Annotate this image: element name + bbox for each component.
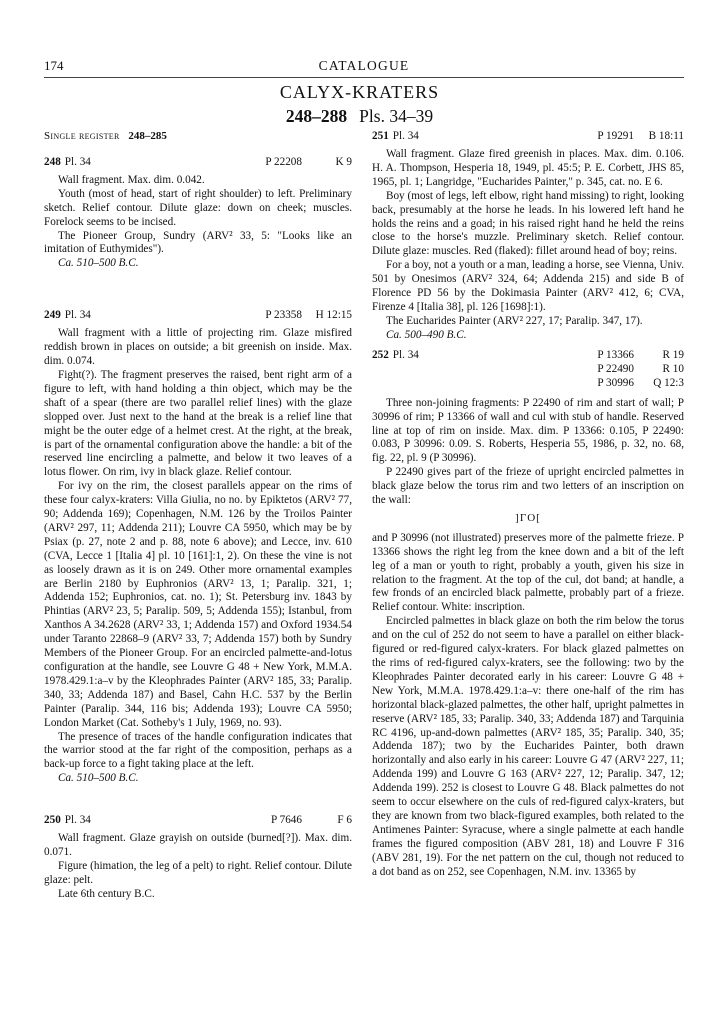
entry-252-inventory-list (372, 349, 684, 391)
header-rule (44, 77, 684, 78)
entry-252-frieze: P 22490 gives part of the frieze of upright encircled palmettes in black glaze below the torus rim and two letters of an inscription on the wall: (372, 466, 684, 507)
entry-251-description: Boy (most of legs, left elbow, right hand missing) to right, looking back, presumably at the horse he leads. In his lowered left hand he holds the reins and a goad; in his raised right hand he held the reins close to the horse's muzzle. Preliminary sketch. Relief contour. Dilute glaze: muscles. Red (flaked): fillet around head of boy; reins. (372, 189, 684, 258)
entry-250-heading: 250 Pl. 34 P 7646 F 6 (44, 814, 352, 827)
page-header (44, 58, 684, 76)
section-title: CALYX-KRATERS (279, 82, 440, 102)
inventory-number: P 7646 (271, 814, 302, 827)
entry-249-parallels: For ivy on the rim, the closest parallels appear on the rims of these four calyx-kraters: Villa Giulia, no no. by Epiktetos (ARV² 77, 90; Addenda 169); Copenhagen, N.M. 126 by the Troilos Painter (ARV² 297, 11; Addenda 211); Louvre CA 5950, which may be by Psiax (p. 27, note 2 and p. 88, note 6 above); and Lecce, inv. 610 (CVA, Lecce 1 [Italia 4] pl. 10 [161]:1, 2). On these the vine is not as loosely drawn as it is on 249. Other more ornamental examples are Berlin 2180 by Euphronios (ARV² 13, 1; Paralip. 321, 1; Addenda 152; Euphronios, cat. no. 1); St. Petersburg inv. 1843 by Phintias (ARV² 23, 5; Paralip. 509, 5; Addenda 155); Istanbul, from Xanthos A 34.2628 (ARV² 33, 1; Addenda 157) and Oxford 1934.54 under Taranto 22868–9 (ARV² 33, 7; Addenda 157) both by Sundry Members of the Pioneer Group. For an encircled palmette-and-lotus configuration at the handle, see Louvre G 48 + New York, M.M.A. 1978.429.1:a–v by the Kleophrades Painter (ARV² 185, 33; Paralip. 340, 33; Addenda 187) and Basel, Cahn H.C. 537 by the Berlin Painter (Paralip. 344, 116 bis; Addenda 193); Louvre CA 5950; London Market (Cat. Sotheby's 1 July, 1969, no. 93). (44, 480, 352, 729)
entry-252-description: and P 30996 (not illustrated) preserves more of the palmette frieze. P 13366 shows the right leg from the knee down and a bit of the left leg of a man or youth to right, probably a youth, given his size in relation to the fragment. At the top of the cul, dot band; at handle, a few fronds of an encircled black palmette, probably part of a frieze. Relief contour. White: inscription. (372, 531, 684, 614)
entry-251-dimensions: Wall fragment. Glaze fired greenish in places. Max. dim. 0.106. H. A. Thompson, Hesperia 18, 1949, pl. 45:5; P. E. Corbett, JHS 85, 1965, pl. 1; Langridge, "Eucharides Painter," p. 345, cat. no. E 6. (372, 148, 684, 188)
grid-location: K 9 (335, 155, 352, 168)
inventory-row: P 13366 R 19 (597, 348, 684, 361)
entry-250-dimensions: Wall fragment. Glaze grayish on outside (burned[?]). Max. dim. 0.071. (44, 832, 352, 859)
section-range: 248–288 (285, 106, 348, 126)
entry-252-parallels: Encircled palmettes in black glaze on both the rim below the torus and on the cul of 252 do not seem to have a parallel on either black-figured or red-figured calyx-kraters. For black glazed palmettes on the rims of red-figured calyx-kraters, see the following: two by the Kleophrades Painter decorated early in his career: Louvre G 48 + New York, M.M.A. 1978.429.1:a–v: there one-half of the rim has horizontal black-glazed palmettes, the other half, upright palmettes in reserve (ARV² 185, 33; Paralip. 340, 33; Addenda 187) and Tarquinia RC 4196, up-and-down palmettes (ARV² 185, 35; Paralip. 340, 35; Addenda 187); two by the Eucharides Painter, both drawn horizontally and also early in his career: Louvre G 47 (ARV² 227, 11; Addenda 199) and Louvre G 163 (ARV² 227, 12; Paralip. 347, 12; Addenda 199). 252 is closest to Louvre G 48. Black palmettes do not seem to occur elsewhere on the culs of red-figured calyx-kraters, but they are known from two black-figured examples, both related to the Antimenes Painter: Syracuse, where a single palmette at each handle frames the figured composition (ABV 281, 18) and Louvre F 316 (ABV 281, 19). For the net pattern on the cul, though not reduced to a dot band as on 252, see Copenhagen, N.M. inv. 13365 by (372, 615, 684, 878)
right-column (372, 130, 684, 880)
entry-251-parallels: For a boy, not a youth or a man, leading a horse, see Vienna, Univ. 501 by Onesimos (ARV² 324, 64; Addenda 215) and side B of Florence PD 56 by the Dokimasia Painter (ARV² 412, 6; CVA, Firenze 4 [Italia 38], pl. 126 [1698]:1). (372, 259, 684, 313)
entry-249-description: Fight(?). The fragment preserves the raised, bent right arm of a figure to left, with hand holding a thin object, which may be the shaft of a spear (there are two parallel relief lines) with the glaze slopped over. Just next to the hand at the break is a relief line that might be the outer edge of a helmet crest. At the right, at the break, is part of the ornamental configuration above the handle: a bit of the reserved line encircling a palmette, and below it two leaves of a lotus flower. On rim, ivy in black glaze. Relief contour. (44, 368, 352, 479)
grid-location: H 12:15 (315, 309, 352, 322)
entry-248-date: Ca. 510–500 B.C. (58, 257, 139, 270)
left-column (44, 130, 352, 902)
inventory-row: P 30996 Q 12:3 (597, 376, 684, 389)
entry-249-date: Ca. 510–500 B.C. (58, 772, 139, 785)
entry-249-interpretation: The presence of traces of the handle configuration indicates that the warrior stood at the far right of the composition, perhaps as a back-up force to a fight taking place at the left. (44, 730, 352, 771)
entry-251-date: Ca. 500–490 B.C. (386, 328, 467, 341)
inventory-number: P 19291 (597, 130, 634, 142)
entry-249-heading: 249 Pl. 34 P 23358 H 12:15 (44, 309, 352, 322)
inventory-row: P 22490 R 10 (597, 362, 684, 375)
entry-250-description: Figure (himation, the leg of a pelt) to right. Relief contour. Dilute glaze: pelt. (44, 859, 352, 886)
grid-location: F 6 (337, 814, 352, 827)
entry-248-heading: 248 Pl. 34 P 22208 K 9 (44, 155, 352, 168)
section-plates: Pls. 34–39 (359, 106, 434, 126)
entry-251-attribution: The Eucharides Painter (ARV² 227, 17; Paralip. 347, 17). (386, 314, 643, 327)
inscription: ]ΓΟ[ (515, 511, 541, 524)
running-title: CATALOGUE (318, 58, 410, 73)
entry-251-heading: 251 Pl. 34 P 19291 B 18:11 (372, 130, 684, 142)
entry-250-date: Late 6th century B.C. (58, 887, 155, 900)
register-heading: Single register 248–285 (44, 130, 167, 142)
section-subtitle (0, 106, 719, 127)
entry-252-heading: 252 Pl. 34 (372, 348, 419, 361)
entry-248-attribution: The Pioneer Group, Sundry (ARV² 33, 5: "Looks like an imitation of Euthymides"). (44, 229, 352, 256)
entry-248-description: Youth (most of head, start of right shoulder) to left. Preliminary sketch. Relief contour. Dilute glaze: down on cheek; muscles. Forelock seems to be incised. (44, 187, 352, 228)
inventory-number: P 22208 (265, 155, 302, 168)
grid-location: B 18:11 (648, 130, 684, 142)
page-number: 174 (44, 58, 64, 73)
entry-248-dimensions: Wall fragment. Max. dim. 0.042. (58, 173, 205, 186)
entry-252-fragments: Three non-joining fragments: P 22490 of rim and start of wall; P 30996 of rim; P 13366 of wall and cul with stub of handle. Reserved line at top of rim on inside. Max. dim. P 13366: 0.105, P 22490: 0.083, P 30996: 0.09. S. Roberts, Hesperia 55, 1986, p. 32, no. 68, fig. 22, pl. 9 (P 30996). (372, 396, 684, 465)
entry-249-dimensions: Wall fragment with a little of projecting rim. Glaze misfired reddish brown in places on outside; a bit greenish on inside. Max. dim. 0.074. (44, 327, 352, 368)
inventory-number: P 23358 (265, 309, 302, 322)
register-range: 248–285 (128, 130, 167, 142)
